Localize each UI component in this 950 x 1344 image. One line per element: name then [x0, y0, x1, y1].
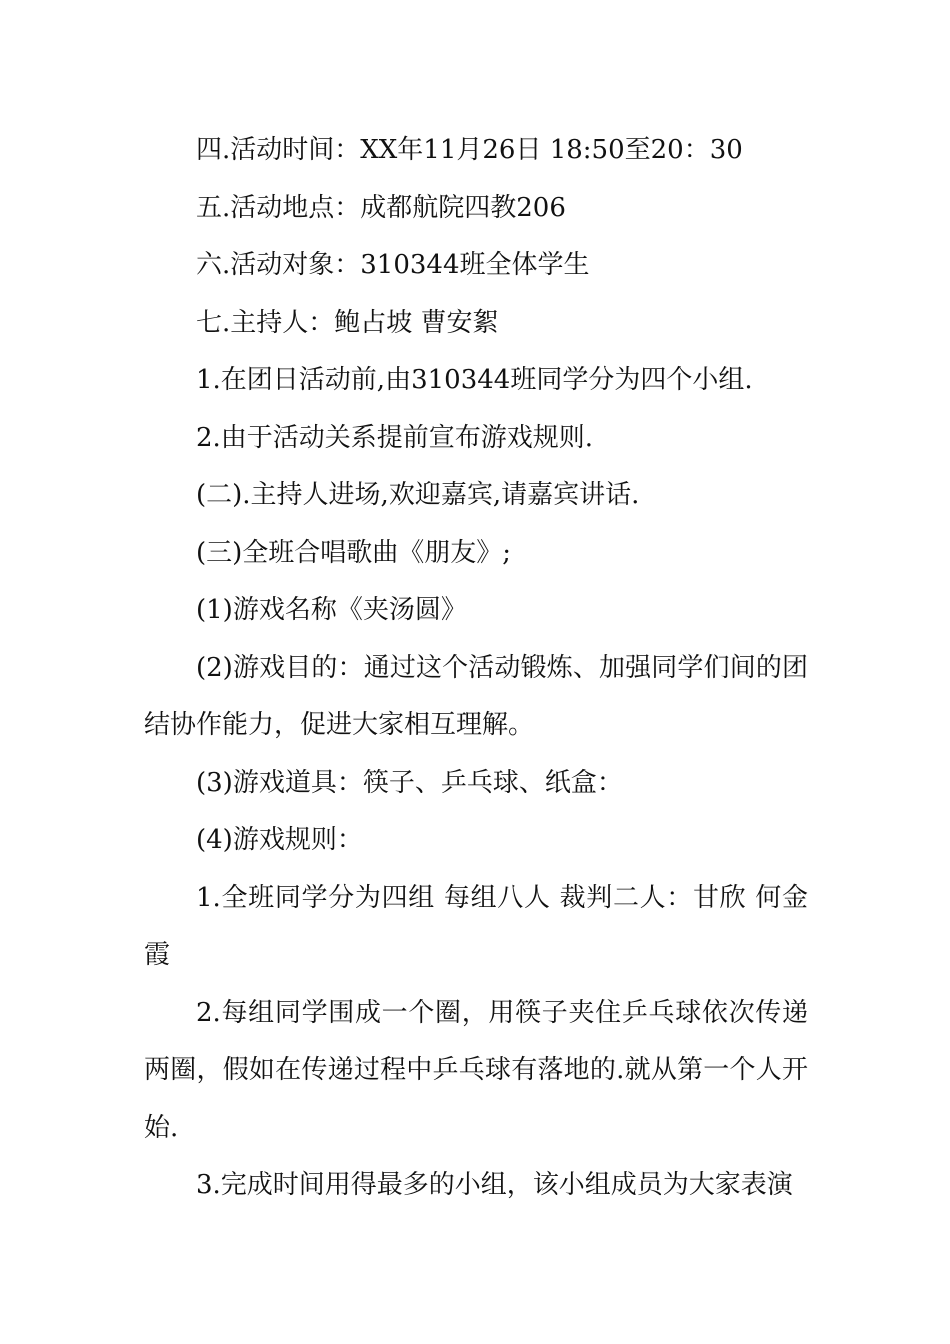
paragraph-prep-groups: 1.在团日活动前,由310344班同学分为四个小组. — [196, 365, 753, 395]
paragraph-activity-location: 五.活动地点：成都航院四教206 — [196, 192, 566, 223]
paragraph-host-entrance: (二).主持人进场,欢迎嘉宾,请嘉宾讲话. — [196, 480, 640, 510]
paragraph-hosts: 七.主持人：鲍占坡 曹安絮 — [196, 307, 499, 338]
document-body — [144, 122, 808, 1215]
paragraph-rule-1: 1.全班同学分为四组 每组八人 裁判二人：甘欣 何金霞 — [144, 882, 808, 970]
paragraph-game-props: (3)游戏道具：筷子、乒乓球、纸盒： — [196, 767, 623, 798]
paragraph-game-rules-heading: (4)游戏规则： — [196, 825, 363, 855]
paragraph-rule-2: 2.每组同学围成一个圈，用筷子夹住乒乓球依次传递两圈，假如在传递过程中乒乓球有落地的.就从第一个人开始. — [144, 997, 808, 1143]
paragraph-game-name: (1)游戏名称《夹汤圆》 — [196, 595, 467, 625]
paragraph-activity-time: 四.活动时间：XX年11月26日 18:50至20：30 — [196, 135, 743, 165]
paragraph-game-purpose: (2)游戏目的：通过这个活动锻炼、加强同学们间的团结协作能力，促进大家相互理解。 — [144, 652, 808, 740]
paragraph-activity-audience: 六.活动对象：310344班全体学生 — [196, 250, 590, 280]
paragraph-rule-3: 3.完成时间用得最多的小组，该小组成员为大家表演 — [196, 1170, 793, 1200]
paragraph-class-song: (三)全班合唱歌曲《朋友》; — [196, 537, 512, 568]
paragraph-prep-rules: 2.由于活动关系提前宣布游戏规则. — [196, 422, 594, 453]
